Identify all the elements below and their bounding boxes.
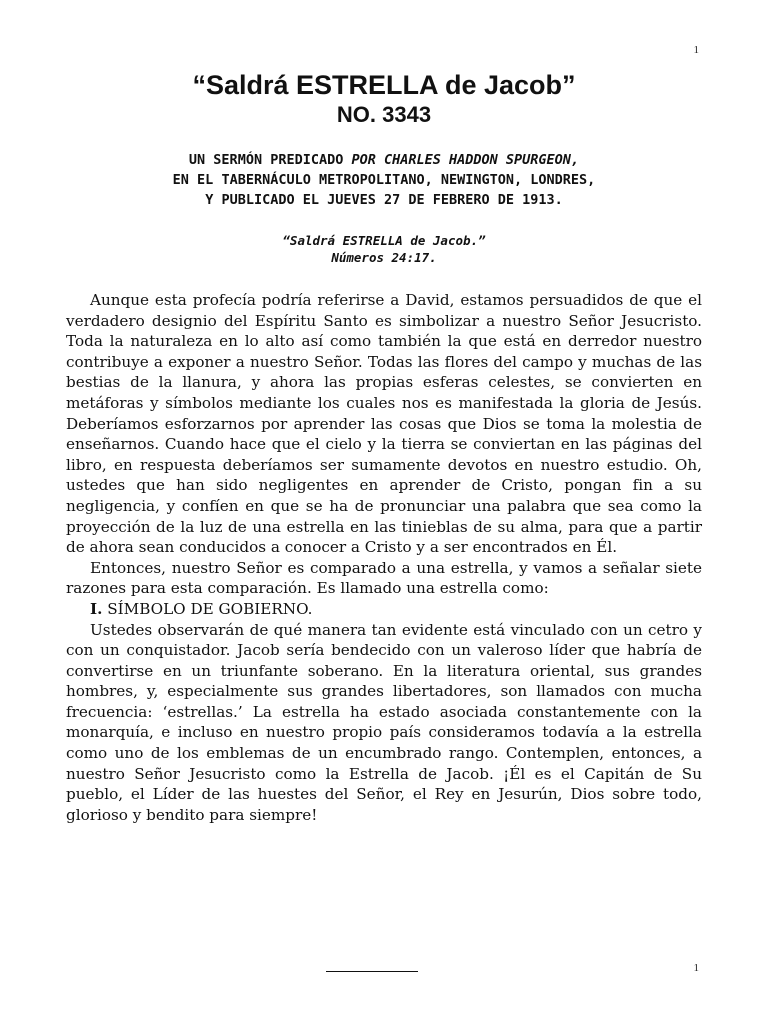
scripture-citation: Números 24:17. <box>331 250 437 265</box>
footer-divider <box>326 971 418 972</box>
body-paragraph-2: Entonces, nuestro Señor es comparado a una estrella, y vamos a señalar siete razones para esta comparación. Es llamado una estrella como: <box>66 558 702 598</box>
subtitle-line-1-author: POR CHARLES HADDON SPURGEON, <box>351 152 580 168</box>
sermon-subtitle <box>0 150 768 210</box>
section-heading-text: SÍMBOLO DE GOBIERNO. <box>102 599 313 618</box>
scripture-text: “Saldrá ESTRELLA de Jacob.” <box>282 233 486 248</box>
sermon-body <box>66 290 702 825</box>
subtitle-line-1-plain: UN SERMÓN PREDICADO <box>188 152 352 168</box>
scripture-reference <box>0 232 768 266</box>
section-heading-numeral: I. <box>90 599 103 618</box>
sermon-title: “Saldrá ESTRELLA de Jacob” <box>192 70 576 100</box>
sermon-number: NO. 3343 <box>336 102 432 127</box>
body-paragraph-1: Aunque esta profecía podría referirse a David, estamos persuadidos de que el verdadero designio del Espíritu Santo es simbolizar a nuestro Señor Jesucristo. Toda la naturaleza en lo alto así como también la que está en derredor nuestro contribuye a exponer a nuestro Señor. Todas las flores del campo y muchas de las bestias de la llanura, y ahora las propias esferas celestes, se convierten en metáforas y símbolos mediante los cuales nos es manifestada la gloria de Jesús. Deberíamos esforzarnos por aprender las cosas que Dios se toma la molestia de enseñarnos. Cuando hace que el cielo y la tierra se conviertan en las páginas del libro, en respuesta deberíamos ser sumamente devotos en nuestro estudio. Oh, ustedes que han sido negligentes en aprender de Cristo, pongan fin a su negligencia, y confíen en que se ha de pronunciar una palabra que sea como la proyección de la luz de una estrella en las tinieblas de su alma, para que a partir de ahora sean conducidos a conocer a Cristo y a ser encontrados en Él. <box>66 291 702 557</box>
subtitle-line-3: Y PUBLICADO EL JUEVES 27 DE FEBRERO DE 1913. <box>205 192 563 208</box>
body-paragraph-3: Ustedes observarán de qué manera tan evidente está vinculado con un cetro y con un conquistador. Jacob sería bendecido con un valeroso líder que habría de convertirse en un triunfante soberano. En la literatura oriental, sus grandes hombres, y, especialmente sus grandes libertadores, son llamados con mucha frecuencia: ‘estrellas.’ La estrella ha estado asociada constantemente con la monarquía, e incluso en nuestro propio país consideramos todavía a la estrella como uno de los emblemas de un encumbrado rango. Contemplen, entonces, a nuestro Señor Jesucristo como la Estrella de Jacob. ¡Él es el Capitán de Su pueblo, el Líder de las huestes del Señor, el Rey en Jesurún, Dios sobre todo, glorioso y bendito para siempre! <box>66 620 702 824</box>
page-number-bottom: 1 <box>693 962 699 974</box>
section-heading <box>66 599 702 620</box>
subtitle-line-1 <box>0 150 768 170</box>
page-number-top: 1 <box>693 44 699 56</box>
subtitle-line-2: EN EL TABERNÁCULO METROPOLITANO, NEWINGTON, LONDRES, <box>172 172 596 188</box>
